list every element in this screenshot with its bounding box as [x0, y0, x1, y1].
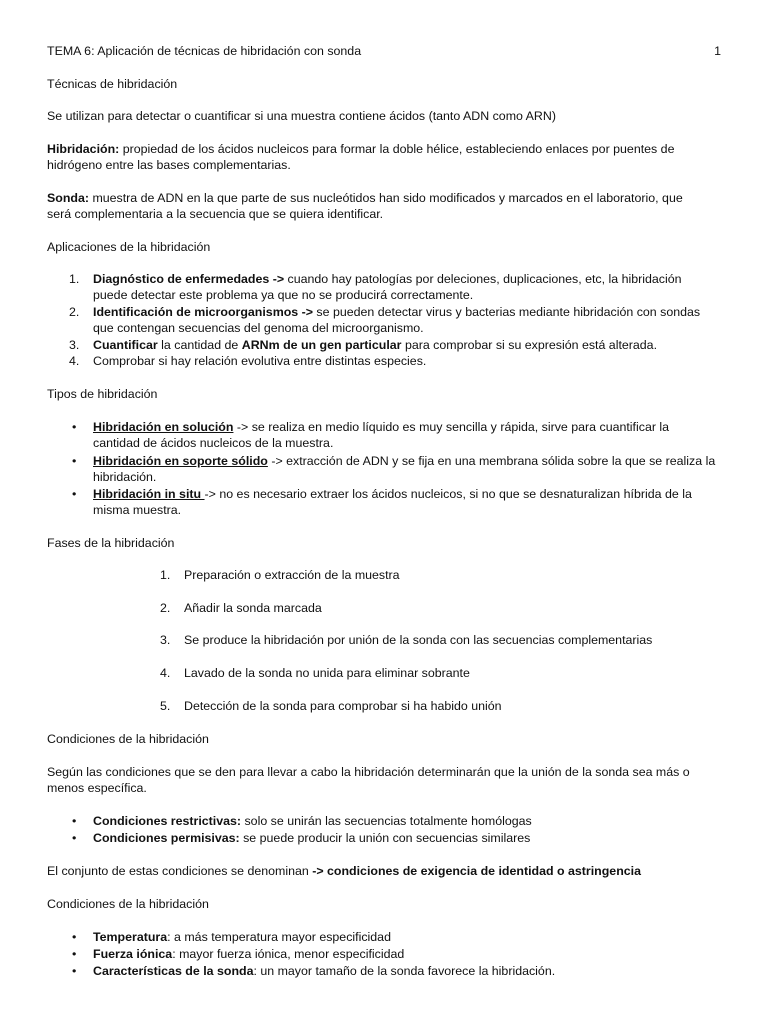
bullet-icon: •: [72, 814, 77, 828]
bullet-icon: •: [72, 930, 77, 944]
list-item-continuation: hibridación.: [93, 470, 157, 484]
phase-text: Detección de la sonda para comprobar si ha habido unión: [184, 699, 502, 713]
list-item: [72, 813, 720, 830]
hibridacion-term: Hibridación:: [47, 142, 120, 156]
definition-text: muestra de ADN en la que parte de sus nucleótidos han sido modificados y marcados en el laboratorio, que: [89, 191, 683, 205]
summary-term: -> condiciones de exigencia de identidad o astringencia: [312, 864, 641, 878]
list-item-continuation: puede detectar este problema ya que no se producirá correctamente.: [93, 288, 474, 302]
item-text: : un mayor tamaño de la sonda favorece la hibridación.: [253, 964, 556, 978]
item-text: : a más temperatura mayor especificidad: [167, 930, 391, 944]
item-term: Cuantificar: [93, 338, 158, 352]
bullet-icon: •: [72, 964, 77, 978]
item-text: cuando hay patologías por deleciones, duplicaciones, etc, la hibridación: [284, 272, 682, 286]
phase-item: [160, 632, 720, 649]
item-text: -> extracción de ADN y se fija en una membrana sólida sobre la que se realiza la: [267, 454, 716, 468]
sonda-term: Sonda:: [47, 191, 89, 205]
item-text: se pueden detectar virus y bacterias mediante hibridación con sondas: [312, 305, 701, 319]
item-text: -> no es necesario extraer los ácidos nucleicos, si no que se desnaturalizan híbrida de la: [204, 487, 692, 501]
header-title: TEMA 6: Aplicación de técnicas de hibridación con sonda: [47, 44, 362, 58]
item-term: Hibridación en soporte sólido: [93, 454, 268, 468]
list-item-continuation: que contengan secuencias del genoma del microorganismo.: [93, 321, 424, 335]
item-text: Comprobar si hay relación evolutiva entre distintas especies.: [93, 354, 427, 368]
list-item: [72, 929, 720, 946]
list-number: 1.: [160, 568, 171, 582]
item-term: Fuerza iónica: [93, 947, 173, 961]
section-heading-condiciones: Condiciones de la hibridación: [47, 732, 209, 746]
item-text: para comprobar si su expresión está alterada.: [401, 338, 658, 352]
item-text: la cantidad de: [157, 338, 242, 352]
list-number: 4.: [69, 354, 80, 368]
list-number: 2.: [160, 601, 171, 615]
phase-item: [160, 665, 720, 682]
intro-paragraph: Se utilizan para detectar o cuantificar si una muestra contiene ácidos (tanto ADN como ARN): [47, 109, 556, 123]
list-item: [72, 453, 720, 470]
item-term: Condiciones permisivas:: [93, 831, 240, 845]
section-heading-condiciones-2: Condiciones de la hibridación: [47, 897, 209, 911]
summary-text: El conjunto de estas condiciones se denominan: [47, 864, 313, 878]
phase-item: [160, 600, 720, 617]
bullet-icon: •: [72, 420, 77, 434]
list-number: 5.: [160, 699, 171, 713]
list-item: [69, 304, 720, 321]
phase-text: Preparación o extracción de la muestra: [184, 568, 400, 582]
item-term: Condiciones restrictivas:: [93, 814, 242, 828]
item-term: Características de la sonda: [93, 964, 254, 978]
item-term: Diagnóstico de enfermedades ->: [93, 272, 285, 286]
item-text: : mayor fuerza iónica, menor especificidad: [172, 947, 405, 961]
page-number: 1: [714, 44, 721, 58]
list-item: [72, 963, 720, 980]
section-heading-fases: Fases de la hibridación: [47, 536, 175, 550]
bullet-icon: •: [72, 454, 77, 468]
bullet-icon: •: [72, 831, 77, 845]
list-item: [72, 419, 720, 436]
phase-item: [160, 698, 720, 715]
hibridacion-definition: [47, 141, 720, 158]
bullet-icon: •: [72, 487, 77, 501]
phase-text: Se produce la hibridación por unión de la sonda con las secuencias complementarias: [184, 633, 653, 647]
phase-text: Añadir la sonda marcada: [184, 601, 322, 615]
phase-item: [160, 567, 720, 584]
section-heading-tipos: Tipos de hibridación: [47, 387, 158, 401]
item-term: ARNm de un gen particular: [241, 338, 402, 352]
item-text: solo se unirán las secuencias totalmente homólogas: [241, 814, 532, 828]
condiciones-summary: [47, 863, 720, 880]
item-term: Identificación de microorganismos ->: [93, 305, 313, 319]
list-item: [69, 353, 720, 370]
condiciones-intro: Según las condiciones que se den para llevar a cabo la hibridación determinarán que la unión de la sonda sea más o: [47, 765, 690, 779]
definition-text: hidrógeno entre las bases complementarias.: [47, 158, 291, 172]
definition-text: propiedad de los ácidos nucleicos para formar la doble hélice, estableciendo enlaces por puentes de: [119, 142, 675, 156]
list-item: [72, 946, 720, 963]
list-number: 3.: [69, 338, 80, 352]
definition-text: será complementaria a la secuencia que se quiera identificar.: [47, 207, 384, 221]
section-heading-tecnicas: Técnicas de hibridación: [47, 77, 178, 91]
item-term: Temperatura: [93, 930, 168, 944]
list-item-continuation: misma muestra.: [93, 503, 182, 517]
section-heading-aplicaciones: Aplicaciones de la hibridación: [47, 240, 211, 254]
list-item: [72, 830, 720, 847]
list-number: 4.: [160, 666, 171, 680]
list-item-continuation: cantidad de ácidos nucleicos de la muestra.: [93, 436, 334, 450]
sonda-definition: [47, 190, 720, 207]
phase-text: Lavado de la sonda no unida para eliminar sobrante: [184, 666, 470, 680]
item-term: Hibridación en solución: [93, 420, 234, 434]
list-item: [69, 271, 720, 288]
list-number: 2.: [69, 305, 80, 319]
list-number: 1.: [69, 272, 80, 286]
item-text: se puede producir la unión con secuencias similares: [239, 831, 531, 845]
condiciones-intro: menos específica.: [47, 781, 147, 795]
bullet-icon: •: [72, 947, 77, 961]
item-term: Hibridación in situ: [93, 487, 205, 501]
list-item: [69, 337, 720, 354]
list-item: [72, 486, 720, 503]
list-number: 3.: [160, 633, 171, 647]
item-text: -> se realiza en medio líquido es muy sencilla y rápida, sirve para cuantificar la: [233, 420, 670, 434]
